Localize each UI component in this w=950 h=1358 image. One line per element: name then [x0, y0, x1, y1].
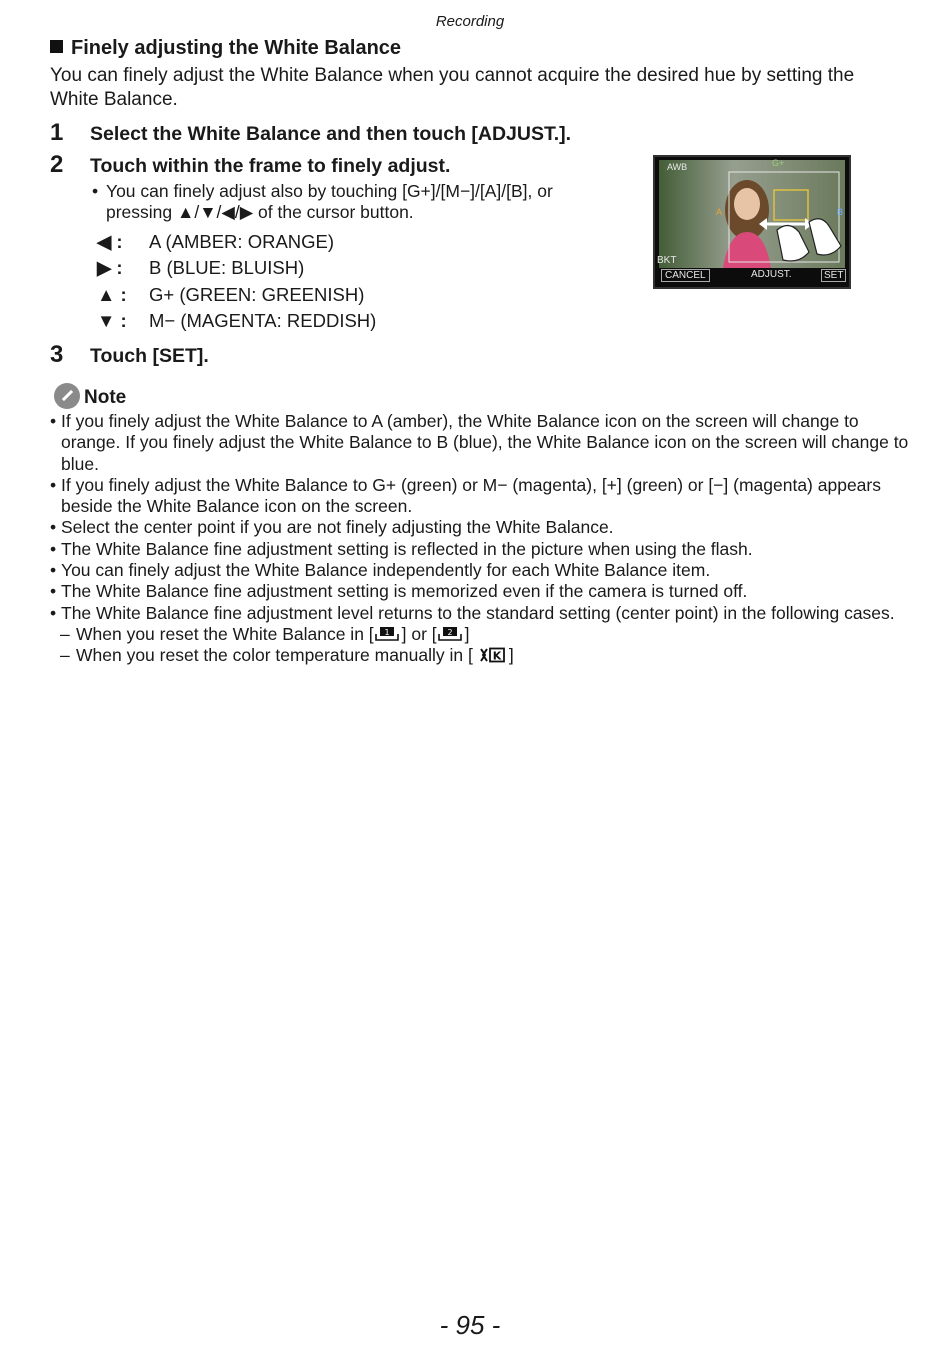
bullet-icon: • [92, 181, 99, 201]
section-title-text: Finely adjusting the White Balance [71, 37, 402, 59]
note-item: • Select the center point if you are not finely adjusting the White Balance. [50, 517, 614, 538]
camera-preview-image [659, 160, 845, 268]
note-item: • The White Balance fine adjustment level returns to the standard setting (center point) in the following cases. [50, 602, 895, 623]
direction-text: M− (MAGENTA: REDDISH) [149, 310, 377, 331]
note-item: • The White Balance fine adjustment setting is reflected in the picture when using the flash. [50, 538, 753, 559]
color-temperature-icon [473, 647, 509, 663]
notes-list [50, 411, 910, 667]
direction-green [97, 284, 364, 306]
direction-symbol: ▶ : [97, 257, 123, 278]
step-text: Touch within the frame to finely adjust. [90, 155, 451, 177]
step-1 [50, 119, 571, 147]
dash-item-color-temperature: – When you reset the color temperature manually in [ K ] [60, 645, 514, 666]
step2-bullet [92, 181, 637, 223]
step-number: 3 [50, 341, 64, 368]
direction-symbol: ◀ : [97, 231, 123, 252]
direction-amber [97, 231, 334, 253]
note-item: • You can finely adjust the White Balance independently for each White Balance item. [50, 560, 711, 581]
direction-magenta [97, 310, 376, 332]
direction-text: A (AMBER: ORANGE) [149, 231, 335, 252]
section-title [50, 37, 401, 60]
white-set-1-icon [374, 626, 402, 642]
direction-symbol: ▼ : [97, 310, 127, 331]
square-bullet-icon [50, 40, 63, 53]
pencil-icon [54, 383, 80, 409]
bkt-label: BKT [657, 255, 677, 266]
step-number: 2 [50, 151, 64, 178]
adjust-button[interactable]: ADJUST. [751, 269, 792, 280]
direction-blue [97, 257, 304, 279]
note-item: • If you finely adjust the White Balance to A (amber), the White Balance icon on the screen will change to orange. If you finely adjust the White Balance to B (blue), the White Balance icon on the screen will change to blue. [50, 411, 909, 474]
cancel-button[interactable]: CANCEL [661, 269, 710, 282]
step-number: 1 [50, 119, 64, 146]
step-2 [50, 151, 450, 179]
b-label: B [837, 207, 844, 217]
page-number: - 95 - [439, 1310, 501, 1340]
a-label: A [716, 207, 723, 217]
note-item: • If you finely adjust the White Balance to G+ (green) or M− (magenta), [+] (green) or [−] (magenta) appears beside the White Balance icon on the screen. [50, 474, 881, 517]
direction-symbol: ▲ : [97, 284, 127, 305]
bullet-line-1: You can finely adjust also by touching [G+]/[M−]/[A]/[B], or [106, 181, 553, 201]
awb-label: AWB [667, 162, 688, 172]
svg-text:K: K [492, 649, 502, 663]
step-3 [50, 341, 209, 369]
step-text: Select the White Balance and then touch [ADJUST.]. [90, 123, 572, 145]
note-item: • The White Balance fine adjustment setting is memorized even if the camera is turned off. [50, 581, 748, 602]
intro-paragraph: You can finely adjust the White Balance when you cannot acquire the desired hue by setting the White Balance. [50, 65, 855, 110]
step-text: Touch [SET]. [90, 345, 209, 367]
g-plus-label: G+ [772, 158, 785, 168]
svg-text:2: 2 [447, 627, 453, 637]
white-set-2-icon [437, 626, 465, 642]
page-header: Recording [435, 13, 505, 30]
note-title: Note [84, 387, 127, 408]
dash-item-white-balance-set: – When you reset the White Balance in [ 1 ] or [ 2 ] [60, 623, 470, 644]
direction-text: G+ (GREEN: GREENISH) [149, 284, 365, 305]
camera-screen-illustration [653, 155, 851, 289]
svg-text:1: 1 [384, 627, 390, 637]
set-button[interactable]: SET [821, 269, 846, 282]
bullet-line-2: pressing ▲/▼/◀/▶ of the cursor button. [106, 202, 414, 222]
note-heading [54, 383, 126, 409]
direction-text: B (BLUE: BLUISH) [149, 257, 305, 278]
